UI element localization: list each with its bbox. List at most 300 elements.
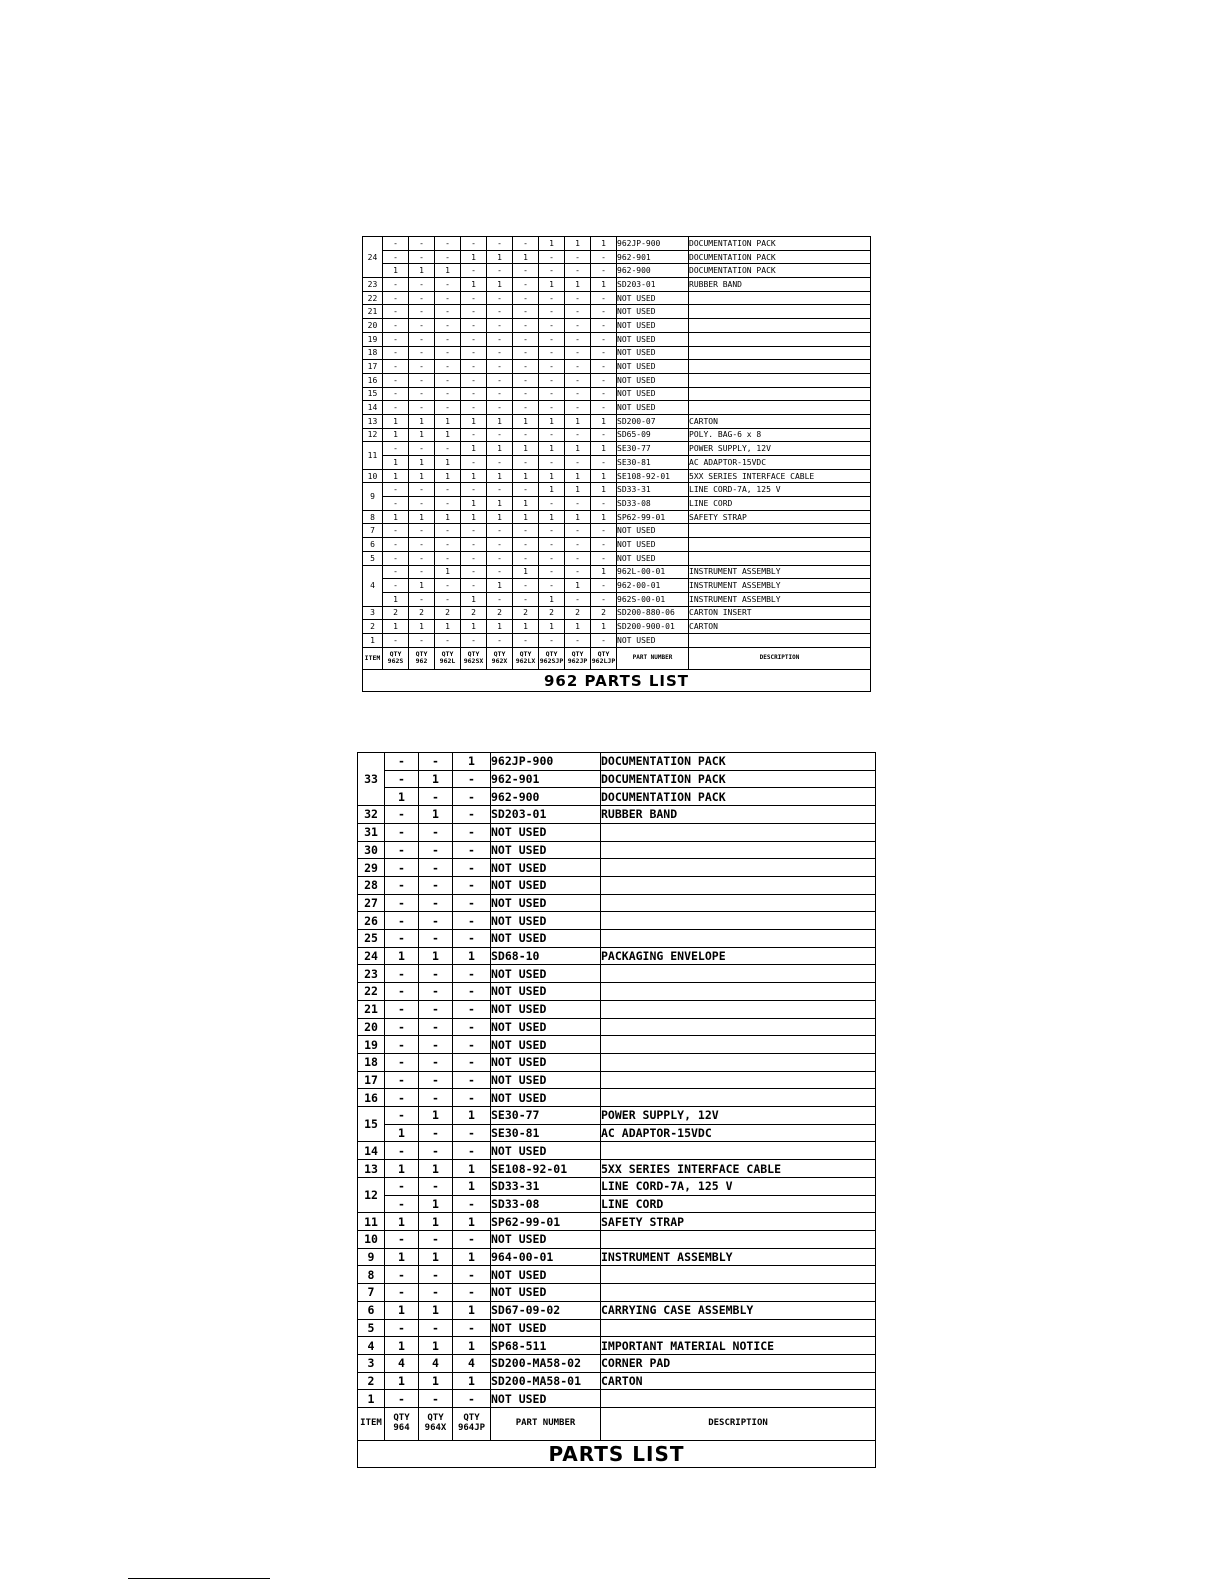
qty-cell: - xyxy=(539,497,565,511)
table-row xyxy=(363,360,871,374)
table-row xyxy=(363,510,871,524)
table-row xyxy=(358,1018,876,1036)
qty-cell: - xyxy=(385,1036,419,1054)
qty-cell: - xyxy=(513,428,539,442)
qty-cell: 1 xyxy=(513,565,539,579)
part-number-cell: NOT USED xyxy=(491,823,601,841)
description-cell: POWER SUPPLY, 12V xyxy=(689,442,871,456)
qty-cell: 1 xyxy=(591,237,617,251)
qty-cell: 1 xyxy=(409,414,435,428)
column-header-row xyxy=(363,647,871,670)
table-row xyxy=(363,538,871,552)
table-row xyxy=(358,859,876,877)
qty-cell: - xyxy=(453,1071,491,1089)
qty-cell: - xyxy=(453,1284,491,1302)
description-cell xyxy=(689,551,871,565)
item-number-cell: 23 xyxy=(358,965,385,983)
header-part-number: PART NUMBER xyxy=(491,1408,601,1441)
item-number-cell: 3 xyxy=(358,1354,385,1372)
part-number-cell: NOT USED xyxy=(617,373,689,387)
qty-cell: - xyxy=(435,483,461,497)
header-qty-label: QTY xyxy=(571,650,584,659)
description-cell xyxy=(601,1089,876,1107)
qty-cell: 1 xyxy=(539,510,565,524)
description-cell: RUBBER BAND xyxy=(601,806,876,824)
description-cell xyxy=(601,1053,876,1071)
item-number-cell: 22 xyxy=(363,291,383,305)
qty-cell: - xyxy=(591,291,617,305)
qty-cell: - xyxy=(539,428,565,442)
qty-cell: 1 xyxy=(383,510,409,524)
qty-cell: - xyxy=(409,250,435,264)
item-number-cell: 4 xyxy=(358,1337,385,1355)
header-qty-model: 962LJP xyxy=(591,657,616,666)
qty-cell: 4 xyxy=(419,1354,453,1372)
description-cell xyxy=(601,1390,876,1408)
description-cell: DOCUMENTATION PACK xyxy=(689,264,871,278)
qty-cell: - xyxy=(419,1266,453,1284)
item-number-cell: 10 xyxy=(363,469,383,483)
qty-cell: 1 xyxy=(435,264,461,278)
table-row xyxy=(358,1284,876,1302)
description-cell xyxy=(601,1000,876,1018)
header-qty xyxy=(409,647,435,670)
table-row xyxy=(358,1071,876,1089)
table-row xyxy=(358,1372,876,1390)
part-number-cell: SD200-MA58-01 xyxy=(491,1372,601,1390)
part-number-cell: SD203-01 xyxy=(491,806,601,824)
qty-cell: 4 xyxy=(385,1354,419,1372)
table-row xyxy=(358,1230,876,1248)
qty-cell: 1 xyxy=(461,469,487,483)
part-number-cell: NOT USED xyxy=(491,983,601,1001)
description-cell: AC ADAPTOR-15VDC xyxy=(689,456,871,470)
table-row xyxy=(358,912,876,930)
header-qty-model: 962S xyxy=(387,657,404,666)
qty-cell: - xyxy=(435,346,461,360)
table-row xyxy=(363,319,871,333)
qty-cell: - xyxy=(513,633,539,647)
description-cell: POLY. BAG-6 x 8 xyxy=(689,428,871,442)
qty-cell: - xyxy=(591,264,617,278)
item-number-cell: 1 xyxy=(358,1390,385,1408)
qty-cell: - xyxy=(385,1230,419,1248)
part-number-cell: NOT USED xyxy=(491,1390,601,1408)
qty-cell: - xyxy=(385,912,419,930)
qty-cell: 1 xyxy=(383,414,409,428)
description-cell: INSTRUMENT ASSEMBLY xyxy=(689,592,871,606)
qty-cell: 1 xyxy=(539,592,565,606)
header-qty-model: 962LX xyxy=(515,657,536,666)
qty-cell: - xyxy=(461,264,487,278)
table-row xyxy=(358,1354,876,1372)
qty-cell: - xyxy=(385,930,419,948)
qty-cell: 2 xyxy=(487,606,513,620)
qty-cell: - xyxy=(383,373,409,387)
description-cell: LINE CORD xyxy=(601,1195,876,1213)
qty-cell: - xyxy=(409,524,435,538)
part-number-cell: SP68-511 xyxy=(491,1337,601,1355)
qty-cell: - xyxy=(435,579,461,593)
qty-cell: - xyxy=(539,291,565,305)
qty-cell: - xyxy=(409,633,435,647)
qty-cell: - xyxy=(513,264,539,278)
table-row xyxy=(363,565,871,579)
qty-cell: - xyxy=(513,319,539,333)
qty-cell: - xyxy=(419,1124,453,1142)
qty-cell: - xyxy=(383,360,409,374)
qty-cell: - xyxy=(409,291,435,305)
part-number-cell: NOT USED xyxy=(491,1089,601,1107)
table-row xyxy=(363,346,871,360)
qty-cell: - xyxy=(513,551,539,565)
qty-cell: - xyxy=(383,497,409,511)
header-qty-label: QTY xyxy=(545,650,558,659)
qty-cell: - xyxy=(487,387,513,401)
item-number-cell: 30 xyxy=(358,841,385,859)
qty-cell: - xyxy=(419,930,453,948)
description-cell xyxy=(601,1319,876,1337)
qty-cell: - xyxy=(461,319,487,333)
part-number-cell: NOT USED xyxy=(617,332,689,346)
qty-cell: - xyxy=(591,346,617,360)
qty-cell: 1 xyxy=(487,414,513,428)
table-row xyxy=(363,606,871,620)
qty-cell: - xyxy=(539,401,565,415)
qty-cell: - xyxy=(453,1018,491,1036)
part-number-cell: SE30-77 xyxy=(491,1107,601,1125)
part-number-cell: NOT USED xyxy=(617,346,689,360)
qty-cell: - xyxy=(453,965,491,983)
item-number-cell: 2 xyxy=(363,620,383,634)
qty-cell: - xyxy=(409,483,435,497)
qty-cell: - xyxy=(435,401,461,415)
table-row xyxy=(358,876,876,894)
qty-cell: 1 xyxy=(435,469,461,483)
header-qty xyxy=(419,1408,453,1441)
qty-cell: - xyxy=(461,483,487,497)
qty-cell: - xyxy=(591,497,617,511)
qty-cell: - xyxy=(385,983,419,1001)
part-number-cell: NOT USED xyxy=(617,319,689,333)
description-cell xyxy=(601,823,876,841)
table-row xyxy=(358,1390,876,1408)
qty-cell: - xyxy=(453,1124,491,1142)
header-qty-model: 962SX xyxy=(463,657,484,666)
part-number-cell: NOT USED xyxy=(617,633,689,647)
description-cell xyxy=(601,1071,876,1089)
qty-cell: 1 xyxy=(565,442,591,456)
item-number-cell: 13 xyxy=(358,1160,385,1178)
part-number-cell: SD200-900-01 xyxy=(617,620,689,634)
qty-cell: 1 xyxy=(513,510,539,524)
qty-cell: 1 xyxy=(409,579,435,593)
qty-cell: - xyxy=(383,387,409,401)
qty-cell: 2 xyxy=(591,606,617,620)
qty-cell: 1 xyxy=(591,510,617,524)
part-number-cell: SE108-92-01 xyxy=(617,469,689,483)
qty-cell: - xyxy=(453,1390,491,1408)
description-cell: INSTRUMENT ASSEMBLY xyxy=(601,1248,876,1266)
description-cell: CARTON INSERT xyxy=(689,606,871,620)
description-cell: DOCUMENTATION PACK xyxy=(689,237,871,251)
part-number-cell: NOT USED xyxy=(617,305,689,319)
qty-cell: 1 xyxy=(453,1107,491,1125)
description-cell: PACKAGING ENVELOPE xyxy=(601,947,876,965)
table-row xyxy=(358,1053,876,1071)
qty-cell: 1 xyxy=(409,264,435,278)
qty-cell: 1 xyxy=(453,753,491,771)
qty-cell: 1 xyxy=(419,1248,453,1266)
part-number-cell: NOT USED xyxy=(617,360,689,374)
description-cell: DOCUMENTATION PACK xyxy=(601,753,876,771)
qty-cell: - xyxy=(565,565,591,579)
qty-cell: - xyxy=(385,965,419,983)
part-number-cell: SE30-77 xyxy=(617,442,689,456)
item-number-cell: 14 xyxy=(358,1142,385,1160)
qty-cell: - xyxy=(591,428,617,442)
qty-cell: - xyxy=(539,264,565,278)
table-row xyxy=(363,401,871,415)
description-cell: LINE CORD-7A, 125 V xyxy=(689,483,871,497)
qty-cell: - xyxy=(435,497,461,511)
qty-cell: - xyxy=(539,346,565,360)
qty-cell: - xyxy=(591,551,617,565)
qty-cell: - xyxy=(565,305,591,319)
description-cell: SAFETY STRAP xyxy=(601,1213,876,1231)
header-qty xyxy=(435,647,461,670)
qty-cell: 1 xyxy=(435,510,461,524)
qty-cell: - xyxy=(385,859,419,877)
qty-cell: - xyxy=(539,387,565,401)
table-row xyxy=(363,250,871,264)
qty-cell: - xyxy=(565,456,591,470)
item-number-cell: 20 xyxy=(363,319,383,333)
qty-cell: - xyxy=(385,753,419,771)
qty-cell: 2 xyxy=(565,606,591,620)
qty-cell: 1 xyxy=(591,278,617,292)
item-number-cell: 17 xyxy=(358,1071,385,1089)
table-row xyxy=(358,1213,876,1231)
qty-cell: - xyxy=(419,1284,453,1302)
qty-cell: - xyxy=(419,1177,453,1195)
header-qty-label: QTY xyxy=(493,650,506,659)
header-description: DESCRIPTION xyxy=(689,647,871,670)
qty-cell: - xyxy=(385,1000,419,1018)
qty-cell: 1 xyxy=(487,579,513,593)
qty-cell: - xyxy=(487,565,513,579)
qty-cell: 1 xyxy=(461,620,487,634)
qty-cell: - xyxy=(435,291,461,305)
part-number-cell: NOT USED xyxy=(491,1319,601,1337)
qty-cell: - xyxy=(591,387,617,401)
qty-cell: - xyxy=(461,332,487,346)
qty-cell: 1 xyxy=(513,620,539,634)
parts-list-964-body xyxy=(358,753,876,1468)
description-cell: AC ADAPTOR-15VDC xyxy=(601,1124,876,1142)
item-number-cell: 5 xyxy=(358,1319,385,1337)
table-row xyxy=(363,305,871,319)
description-cell xyxy=(689,319,871,333)
qty-cell: 1 xyxy=(419,1160,453,1178)
qty-cell: 1 xyxy=(435,456,461,470)
qty-cell: - xyxy=(385,1266,419,1284)
qty-cell: 1 xyxy=(385,1301,419,1319)
qty-cell: 1 xyxy=(383,469,409,483)
header-qty-model: 962JP xyxy=(567,657,588,666)
qty-cell: - xyxy=(419,983,453,1001)
qty-cell: - xyxy=(383,538,409,552)
qty-cell: - xyxy=(487,524,513,538)
qty-cell: - xyxy=(487,305,513,319)
qty-cell: 1 xyxy=(419,770,453,788)
table-title: PARTS LIST xyxy=(358,1441,876,1468)
qty-cell: - xyxy=(461,633,487,647)
qty-cell: - xyxy=(565,360,591,374)
table-row xyxy=(358,894,876,912)
table-row xyxy=(363,620,871,634)
qty-cell: - xyxy=(435,592,461,606)
qty-cell: - xyxy=(385,1319,419,1337)
item-number-cell: 7 xyxy=(363,524,383,538)
table-row xyxy=(358,1160,876,1178)
qty-cell: - xyxy=(461,551,487,565)
part-number-cell: NOT USED xyxy=(491,1142,601,1160)
table-row xyxy=(358,1248,876,1266)
table-row xyxy=(363,373,871,387)
part-number-cell: NOT USED xyxy=(617,401,689,415)
description-cell xyxy=(689,373,871,387)
qty-cell: - xyxy=(487,237,513,251)
qty-cell: - xyxy=(453,876,491,894)
table-row xyxy=(358,770,876,788)
qty-cell: - xyxy=(461,360,487,374)
description-cell: DOCUMENTATION PACK xyxy=(689,250,871,264)
description-cell: POWER SUPPLY, 12V xyxy=(601,1107,876,1125)
qty-cell: - xyxy=(409,319,435,333)
description-cell: INSTRUMENT ASSEMBLY xyxy=(689,579,871,593)
table-row xyxy=(363,633,871,647)
qty-cell: - xyxy=(383,332,409,346)
qty-cell: - xyxy=(591,538,617,552)
qty-cell: - xyxy=(453,1195,491,1213)
qty-cell: - xyxy=(409,346,435,360)
qty-cell: 1 xyxy=(383,620,409,634)
qty-cell: 1 xyxy=(487,620,513,634)
qty-cell: - xyxy=(565,264,591,278)
qty-cell: - xyxy=(419,876,453,894)
qty-cell: 1 xyxy=(453,1337,491,1355)
description-cell: INSTRUMENT ASSEMBLY xyxy=(689,565,871,579)
qty-cell: - xyxy=(513,538,539,552)
qty-cell: - xyxy=(453,770,491,788)
qty-cell: - xyxy=(591,373,617,387)
qty-cell: 1 xyxy=(383,264,409,278)
qty-cell: - xyxy=(513,373,539,387)
table-row xyxy=(358,1301,876,1319)
header-description: DESCRIPTION xyxy=(601,1408,876,1441)
qty-cell: - xyxy=(385,770,419,788)
qty-cell: - xyxy=(565,319,591,333)
header-qty-label: QTY xyxy=(427,1413,444,1424)
qty-cell: - xyxy=(453,1089,491,1107)
item-number-cell: 29 xyxy=(358,859,385,877)
qty-cell: - xyxy=(409,497,435,511)
qty-cell: 1 xyxy=(453,1177,491,1195)
qty-cell: - xyxy=(383,579,409,593)
qty-cell: - xyxy=(487,428,513,442)
description-cell: CARTON xyxy=(689,620,871,634)
qty-cell: - xyxy=(591,633,617,647)
part-number-cell: SD33-31 xyxy=(491,1177,601,1195)
qty-cell: - xyxy=(385,1142,419,1160)
item-number-cell: 15 xyxy=(363,387,383,401)
description-cell xyxy=(689,332,871,346)
table-row xyxy=(363,387,871,401)
qty-cell: - xyxy=(453,823,491,841)
qty-cell: - xyxy=(565,387,591,401)
qty-cell: - xyxy=(565,633,591,647)
table-row xyxy=(358,983,876,1001)
qty-cell: - xyxy=(409,401,435,415)
qty-cell: - xyxy=(435,633,461,647)
item-number-cell: 24 xyxy=(363,237,383,278)
qty-cell: - xyxy=(419,912,453,930)
part-number-cell: SD33-31 xyxy=(617,483,689,497)
qty-cell: - xyxy=(453,912,491,930)
qty-cell: 1 xyxy=(565,469,591,483)
qty-cell: - xyxy=(513,346,539,360)
part-number-cell: SE30-81 xyxy=(617,456,689,470)
table-row xyxy=(358,1107,876,1125)
qty-cell: 1 xyxy=(435,428,461,442)
header-qty-label: QTY xyxy=(393,1413,410,1424)
qty-cell: - xyxy=(513,524,539,538)
qty-cell: - xyxy=(513,579,539,593)
table-row xyxy=(358,1337,876,1355)
table-row xyxy=(363,414,871,428)
part-number-cell: SD200-880-06 xyxy=(617,606,689,620)
description-cell xyxy=(689,633,871,647)
description-cell xyxy=(601,1266,876,1284)
qty-cell: - xyxy=(565,291,591,305)
qty-cell: - xyxy=(539,319,565,333)
description-cell xyxy=(689,360,871,374)
qty-cell: 1 xyxy=(419,1337,453,1355)
qty-cell: - xyxy=(419,859,453,877)
qty-cell: - xyxy=(539,551,565,565)
qty-cell: - xyxy=(453,788,491,806)
qty-cell: 1 xyxy=(539,469,565,483)
table-row xyxy=(358,1319,876,1337)
qty-cell: 1 xyxy=(453,1248,491,1266)
part-number-cell: NOT USED xyxy=(491,1036,601,1054)
qty-cell: - xyxy=(435,332,461,346)
part-number-cell: SD33-08 xyxy=(491,1195,601,1213)
item-number-cell: 33 xyxy=(358,753,385,806)
qty-cell: - xyxy=(409,551,435,565)
item-number-cell: 22 xyxy=(358,983,385,1001)
qty-cell: - xyxy=(513,360,539,374)
description-cell: IMPORTANT MATERIAL NOTICE xyxy=(601,1337,876,1355)
qty-cell: - xyxy=(461,524,487,538)
qty-cell: - xyxy=(409,538,435,552)
qty-cell: - xyxy=(513,237,539,251)
qty-cell: 1 xyxy=(453,1301,491,1319)
header-qty-label: QTY xyxy=(519,650,532,659)
qty-cell: - xyxy=(453,1036,491,1054)
qty-cell: - xyxy=(565,551,591,565)
